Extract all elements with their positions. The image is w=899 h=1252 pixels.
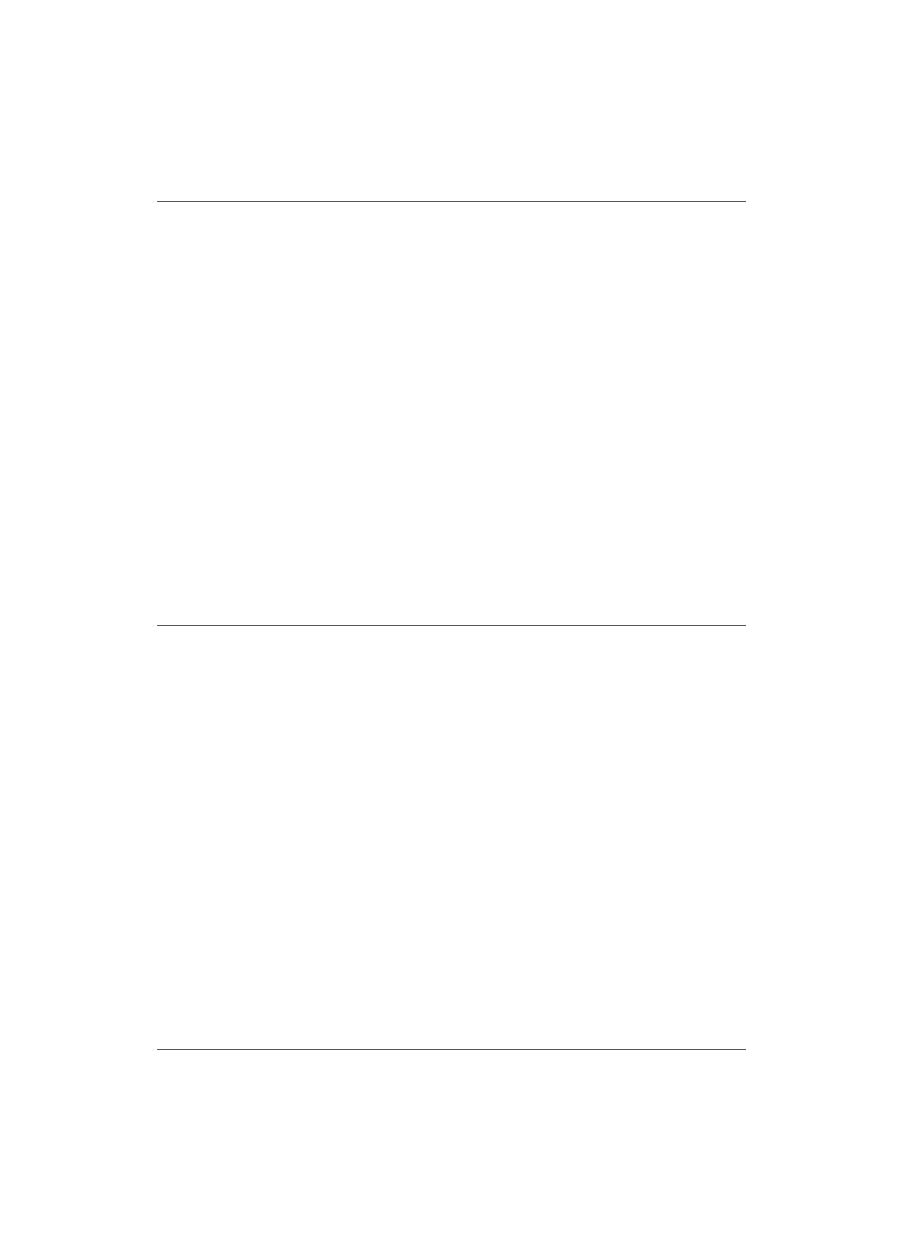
bottom-rule: [157, 1049, 746, 1050]
bottom-verse-section: [157, 626, 746, 1049]
top-verse-section: [157, 202, 746, 625]
